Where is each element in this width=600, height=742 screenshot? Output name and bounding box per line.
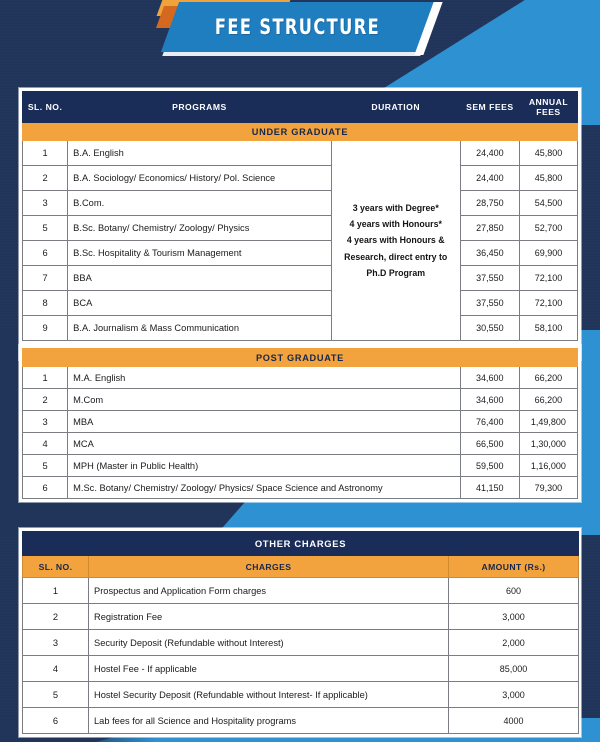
cell-program: MCA (68, 433, 461, 455)
table-row (23, 578, 579, 604)
section-label: OTHER CHARGES (23, 532, 579, 556)
cell-sem-fees: 76,400 (460, 411, 519, 433)
cell-sl-no: 5 (23, 455, 68, 477)
cell-program: M.A. English (68, 367, 461, 389)
cell-sl-no: 6 (23, 708, 89, 734)
cell-sl-no: 2 (23, 166, 68, 191)
cell-sl-no: 4 (23, 433, 68, 455)
table-row (23, 630, 579, 656)
cell-charge: Registration Fee (89, 604, 449, 630)
cell-sl-no: 5 (23, 682, 89, 708)
header-programs: PROGRAMS (68, 92, 332, 123)
cell-sem-fees: 37,550 (460, 291, 519, 316)
table-row (23, 241, 578, 266)
table-row (23, 477, 578, 499)
cell-sem-fees: 24,400 (460, 166, 519, 191)
cell-sl-no: 8 (23, 291, 68, 316)
cell-annual-fees: 1,16,000 (519, 455, 577, 477)
cell-sem-fees: 24,400 (460, 141, 519, 166)
cell-annual-fees: 1,49,800 (519, 411, 577, 433)
table-row (23, 291, 578, 316)
cell-sem-fees: 36,450 (460, 241, 519, 266)
cell-sl-no: 1 (23, 578, 89, 604)
cell-amount: 4000 (449, 708, 579, 734)
banner-underline (162, 52, 421, 56)
header-amount: AMOUNT (Rs.) (449, 556, 579, 578)
cell-amount: 2,000 (449, 630, 579, 656)
cell-sem-fees: 59,500 (460, 455, 519, 477)
header-annual-fees: ANNUAL FEES (519, 92, 577, 123)
cell-program: BBA (68, 266, 332, 291)
undergraduate-fee-card (19, 88, 581, 360)
cell-sl-no: 4 (23, 656, 89, 682)
cell-annual-fees: 54,500 (519, 191, 577, 216)
header-duration: DURATION (331, 92, 460, 123)
cell-charge: Prospectus and Application Form charges (89, 578, 449, 604)
other-charges-card (19, 528, 581, 737)
cell-charge: Security Deposit (Refundable without Interest) (89, 630, 449, 656)
cell-program: B.A. English (68, 141, 332, 166)
page-banner (0, 0, 600, 62)
section-header-post-graduate (23, 349, 578, 367)
other-charges-table (22, 531, 579, 734)
cell-annual-fees: 72,100 (519, 266, 577, 291)
table-row (23, 266, 578, 291)
cell-sl-no: 3 (23, 411, 68, 433)
cell-annual-fees: 66,200 (519, 367, 577, 389)
cell-charge: Hostel Fee - If applicable (89, 656, 449, 682)
cell-annual-fees: 1,30,000 (519, 433, 577, 455)
table-row (23, 191, 578, 216)
cell-annual-fees: 45,800 (519, 141, 577, 166)
header-charges: CHARGES (89, 556, 449, 578)
table-row (23, 656, 579, 682)
duration-line: Research, direct entry to (344, 251, 448, 262)
cell-sl-no: 3 (23, 630, 89, 656)
cell-sem-fees: 28,750 (460, 191, 519, 216)
cell-program: B.Sc. Hospitality & Tourism Management (68, 241, 332, 266)
cell-annual-fees: 72,100 (519, 291, 577, 316)
cell-sl-no: 2 (23, 389, 68, 411)
page-title: FEE STRUCTURE (214, 15, 381, 39)
table-row (23, 411, 578, 433)
cell-sem-fees: 27,850 (460, 216, 519, 241)
cell-amount: 3,000 (449, 682, 579, 708)
cell-sl-no: 7 (23, 266, 68, 291)
section-header-other-charges (23, 532, 579, 556)
cell-program: MBA (68, 411, 461, 433)
header-sl-no: SL. NO. (23, 92, 68, 123)
section-label: POST GRADUATE (23, 349, 578, 367)
table-row (23, 367, 578, 389)
header-sem-fees: SEM FEES (460, 92, 519, 123)
table-row (23, 216, 578, 241)
cell-duration (331, 141, 460, 341)
cell-amount: 3,000 (449, 604, 579, 630)
cell-sl-no: 6 (23, 477, 68, 499)
cell-charge: Lab fees for all Science and Hospitality programs (89, 708, 449, 734)
table-row (23, 166, 578, 191)
undergraduate-fee-table (22, 91, 578, 341)
cell-annual-fees: 58,100 (519, 316, 577, 341)
duration-line: 3 years with Degree* (352, 202, 439, 213)
cell-program: B.Com. (68, 191, 332, 216)
cell-annual-fees: 66,200 (519, 389, 577, 411)
cell-program: B.A. Journalism & Mass Communication (68, 316, 332, 341)
cell-annual-fees: 52,700 (519, 216, 577, 241)
table-row (23, 708, 579, 734)
table-header-row (23, 556, 579, 578)
cell-sem-fees: 37,550 (460, 266, 519, 291)
cell-sem-fees: 66,500 (460, 433, 519, 455)
cell-sl-no: 5 (23, 216, 68, 241)
cell-sl-no: 3 (23, 191, 68, 216)
cell-program: B.Sc. Botany/ Chemistry/ Zoology/ Physics (68, 216, 332, 241)
cell-annual-fees: 69,900 (519, 241, 577, 266)
cell-program: B.A. Sociology/ Economics/ History/ Pol. Science (68, 166, 332, 191)
header-sl-no: SL. NO. (23, 556, 89, 578)
cell-program: M.Com (68, 389, 461, 411)
cell-annual-fees: 79,300 (519, 477, 577, 499)
table-row (23, 604, 579, 630)
section-header-under-graduate (23, 123, 578, 141)
cell-sem-fees: 34,600 (460, 389, 519, 411)
cell-sl-no: 2 (23, 604, 89, 630)
cell-sl-no: 6 (23, 241, 68, 266)
table-row (23, 455, 578, 477)
table-row (23, 141, 578, 166)
cell-charge: Hostel Security Deposit (Refundable without Interest- If applicable) (89, 682, 449, 708)
cell-amount: 85,000 (449, 656, 579, 682)
cell-program: M.Sc. Botany/ Chemistry/ Zoology/ Physics/ Space Science and Astronomy (68, 477, 461, 499)
cell-sl-no: 1 (23, 367, 68, 389)
postgraduate-fee-card (19, 345, 581, 502)
duration-line: 4 years with Honours* (349, 219, 442, 230)
cell-sem-fees: 30,550 (460, 316, 519, 341)
table-row (23, 433, 578, 455)
duration-line: Ph.D Program (366, 267, 426, 278)
cell-sem-fees: 34,600 (460, 367, 519, 389)
table-row (23, 682, 579, 708)
postgraduate-fee-table (22, 348, 578, 499)
cell-program: BCA (68, 291, 332, 316)
cell-sl-no: 1 (23, 141, 68, 166)
cell-amount: 600 (449, 578, 579, 604)
cell-sem-fees: 41,150 (460, 477, 519, 499)
table-header-row (23, 92, 578, 123)
table-row (23, 389, 578, 411)
cell-program: MPH (Master in Public Health) (68, 455, 461, 477)
duration-line: 4 years with Honours & (346, 235, 445, 246)
section-label: UNDER GRADUATE (23, 123, 578, 141)
cell-sl-no: 9 (23, 316, 68, 341)
table-row (23, 316, 578, 341)
cell-annual-fees: 45,800 (519, 166, 577, 191)
